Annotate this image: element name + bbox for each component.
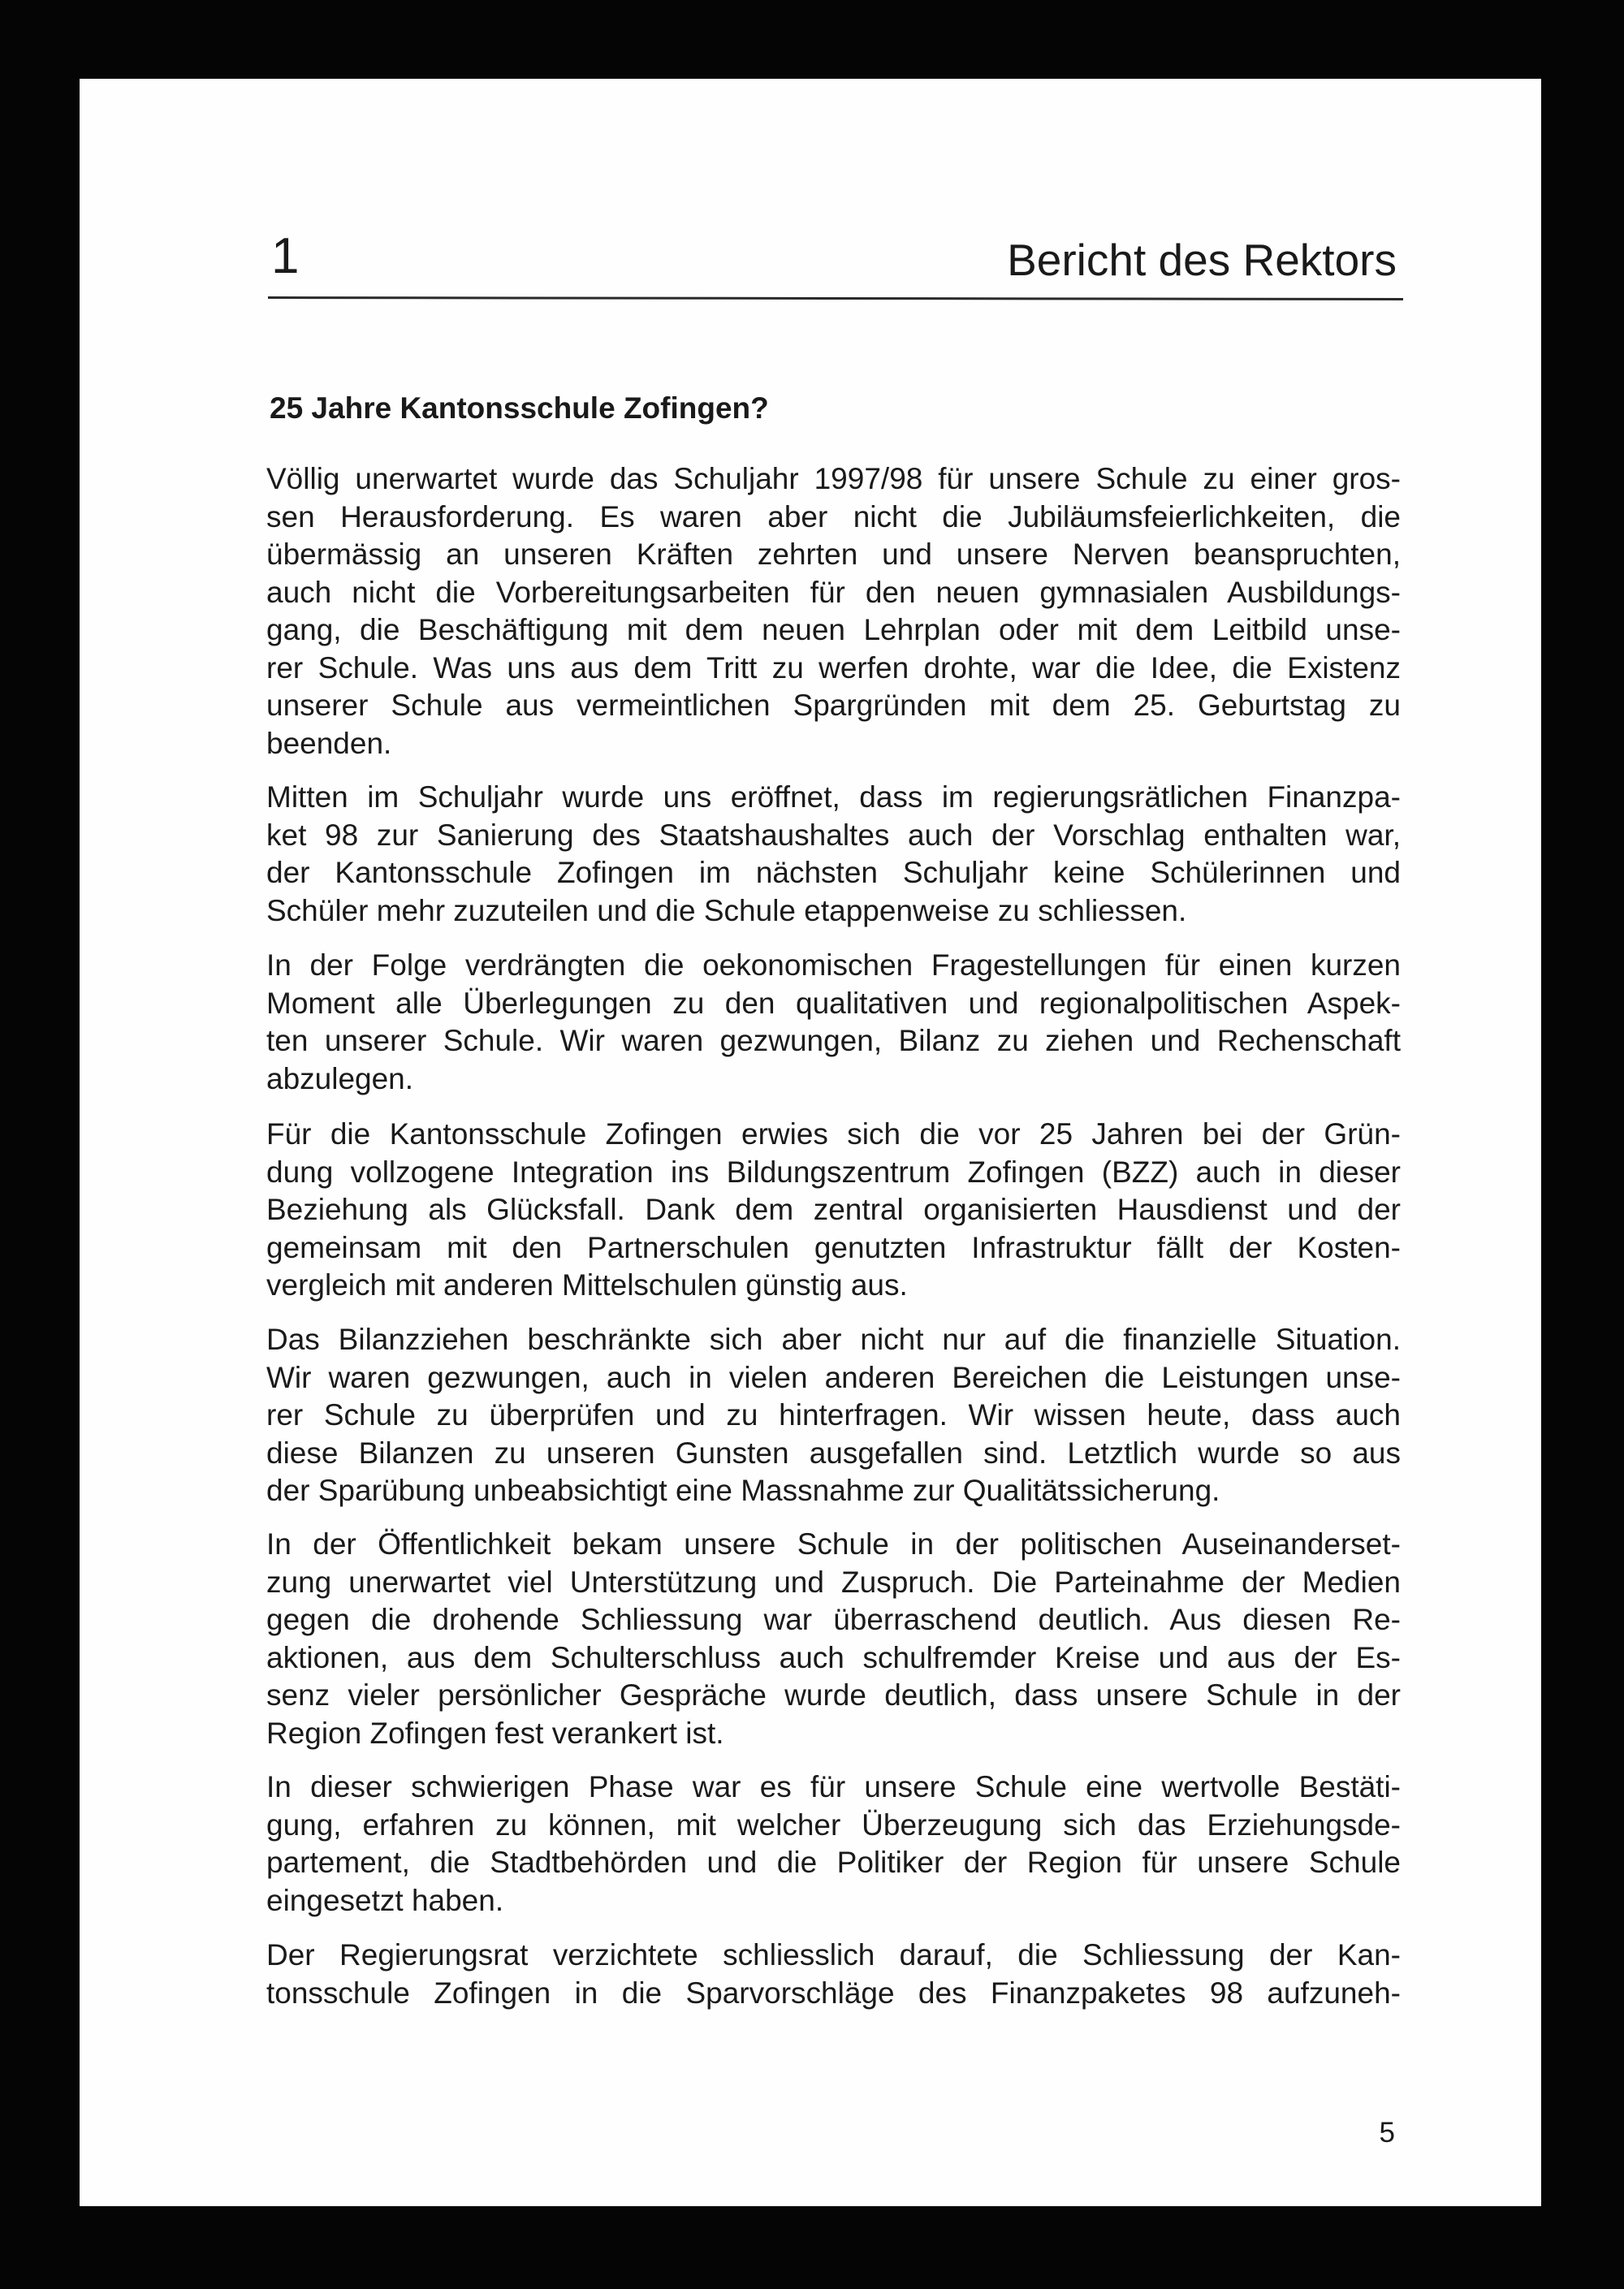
text-line: rer Schule. Was uns aus dem Tritt zu werfen drohte, war die Idee, die Existenz: [266, 650, 1401, 685]
text-line: In dieser schwierigen Phase war es für unsere Schule eine wertvolle Bestäti-: [266, 1770, 1401, 1803]
chapter-number: 1: [271, 228, 300, 284]
text-line: Beziehung als Glücksfall. Dank dem zentral organisierten Hausdienst und der: [266, 1193, 1401, 1226]
text-line: Für die Kantonsschule Zofingen erwies sich die vor 25 Jahren bei der Grün-: [266, 1117, 1401, 1151]
text-line: der Sparübung unbeabsichtigt eine Massnahme zur Qualitätssicherung.: [266, 1474, 1220, 1507]
text-line: vergleich mit anderen Mittelschulen günstig aus.: [266, 1268, 908, 1302]
text-line: sen Herausforderung. Es waren aber nicht die Jubiläumsfeierlichkeiten, die: [266, 499, 1401, 533]
paragraph-7: [266, 1769, 1401, 1920]
text-line: gung, erfahren zu können, mit welcher Überzeugung sich das Erziehungsde-: [266, 1807, 1401, 1842]
text-line: gegen die drohende Schliessung war überraschend deutlich. Aus diesen Re-: [266, 1603, 1401, 1636]
text-line: partement, die Stadtbehörden und die Politiker der Region für unsere Schule: [266, 1846, 1401, 1879]
document-page: [80, 79, 1541, 2206]
section-heading: 25 Jahre Kantonsschule Zofingen?: [270, 391, 769, 425]
text-line: ket 98 zur Sanierung des Staatshaushaltes auch der Vorschlag enthalten war,: [266, 818, 1401, 852]
text-line: diese Bilanzen zu unseren Gunsten ausgefallen sind. Letztlich wurde so aus: [266, 1436, 1401, 1470]
text-line: senz vieler persönlicher Gespräche wurde deutlich, dass unsere Schule in der: [266, 1678, 1401, 1712]
chapter-title: Bericht des Rektors: [1007, 235, 1397, 285]
paragraph-3: [266, 947, 1401, 1098]
text-line: eingesetzt haben.: [266, 1883, 504, 1917]
text-line: rer Schule zu überprüfen und zu hinterfragen. Wir wissen heute, dass auch: [266, 1398, 1401, 1432]
text-line: aktionen, aus dem Schulterschluss auch schulfremder Kreise und aus der Es-: [266, 1640, 1401, 1674]
text-line: abzulegen.: [266, 1061, 414, 1095]
header-rule: [268, 296, 1403, 300]
text-line: übermässig an unseren Kräften zehrten und unsere Nerven beanspruchten,: [266, 538, 1401, 571]
paragraph-5: [266, 1321, 1401, 1510]
paragraph-8: [266, 1937, 1401, 2012]
text-line: Region Zofingen fest verankert ist.: [266, 1716, 724, 1750]
text-line: unserer Schule aus vermeintlichen Spargründen mit dem 25. Geburtstag zu: [266, 689, 1401, 722]
paragraph-4: [266, 1116, 1401, 1305]
paragraph-1: [266, 460, 1401, 762]
page-number: 5: [1379, 2117, 1395, 2149]
paragraph-6: [266, 1526, 1401, 1752]
text-line: Moment alle Überlegungen zu den qualitativen und regionalpolitischen Aspek-: [266, 986, 1401, 1020]
text-line: Das Bilanzziehen beschränkte sich aber nicht nur auf die finanzielle Situation.: [266, 1323, 1401, 1356]
text-line: tonsschule Zofingen in die Sparvorschläge des Finanzpaketes 98 aufzuneh-: [266, 1976, 1401, 2010]
text-line: Der Regierungsrat verzichtete schliesslich darauf, die Schliessung der Kan-: [266, 1938, 1401, 1972]
text-line: Völlig unerwartet wurde das Schuljahr 1997/98 für unsere Schule zu einer gros-: [266, 462, 1401, 495]
text-line: In der Öffentlichkeit bekam unsere Schule in der politischen Auseinanderset-: [266, 1527, 1401, 1561]
text-line: Schüler mehr zuzuteilen und die Schule etappenweise zu schliessen.: [266, 893, 1187, 927]
text-line: dung vollzogene Integration ins Bildungszentrum Zofingen (BZZ) auch in dieser: [266, 1155, 1401, 1189]
text-line: beenden.: [266, 726, 392, 760]
text-line: In der Folge verdrängten die oekonomischen Fragestellungen für einen kurzen: [266, 948, 1401, 982]
text-line: auch nicht die Vorbereitungsarbeiten für den neuen gymnasialen Ausbildungs-: [266, 575, 1401, 609]
paragraph-2: [266, 779, 1401, 930]
text-line: zung unerwartet viel Unterstützung und Zuspruch. Die Parteinahme der Medien: [266, 1565, 1401, 1599]
text-line: gemeinsam mit den Partnerschulen genutzten Infrastruktur fällt der Kosten-: [266, 1230, 1401, 1264]
text-line: gang, die Beschäftigung mit dem neuen Lehrplan oder mit dem Leitbild unse-: [266, 613, 1401, 646]
text-line: Wir waren gezwungen, auch in vielen anderen Bereichen die Leistungen unse-: [266, 1360, 1401, 1394]
text-line: der Kantonsschule Zofingen im nächsten Schuljahr keine Schülerinnen und: [266, 856, 1401, 889]
text-line: ten unserer Schule. Wir waren gezwungen, Bilanz zu ziehen und Rechenschaft: [266, 1024, 1401, 1057]
text-line: Mitten im Schuljahr wurde uns eröffnet, dass im regierungsrätlichen Finanzpa-: [266, 780, 1401, 814]
